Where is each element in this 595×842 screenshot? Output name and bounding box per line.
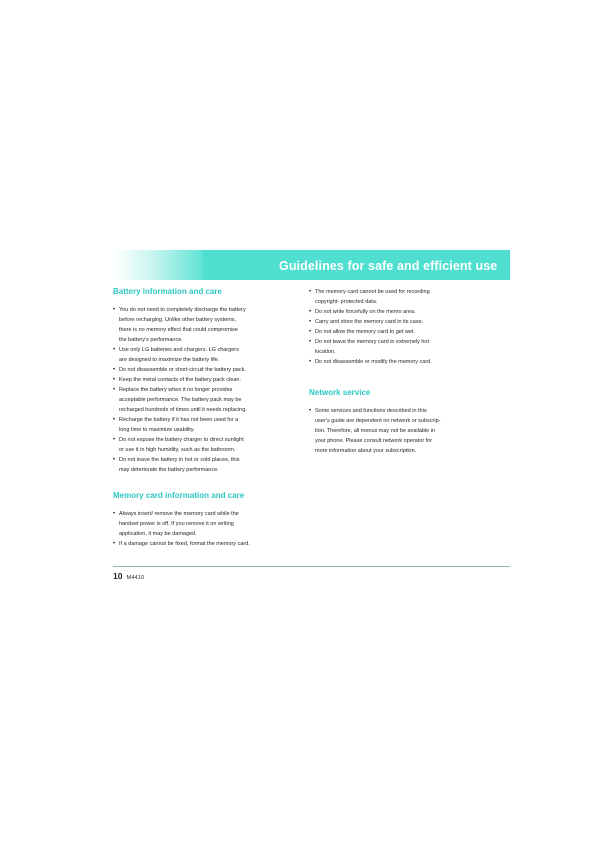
memory-card-list — [113, 509, 293, 549]
network-heading: Network service — [309, 388, 371, 397]
list-item: • Do not disassemble or modify the memory card. — [309, 357, 489, 367]
list-item: • Do not disassemble or short-circuit the battery pack. — [113, 365, 293, 375]
banner-gradient — [113, 250, 203, 280]
list-item: • You do not need to completely discharge the battery before recharging. Unlike other battery systems, there is no memory effect that could compromise the battery’s performance. — [113, 305, 293, 345]
network-list — [309, 406, 489, 456]
memory-card-list-continued — [309, 287, 489, 367]
list-item: • Carry and store the memory card in its case. — [309, 317, 489, 327]
list-item: • Do not allow the memory card to get wet. — [309, 327, 489, 337]
list-item: • Do not write forcefully on the memo area. — [309, 307, 489, 317]
section-gap — [113, 475, 293, 491]
list-item: • If a damage cannot be fixed, format the memory card. — [113, 539, 293, 549]
section-gap — [309, 367, 489, 388]
list-item: • Recharge the battery if it has not been used for a long time to maximize usability. — [113, 415, 293, 435]
list-item: • Do not leave the memory card in extremely hot location. — [309, 337, 489, 357]
page-number: 10 — [113, 571, 123, 581]
footer-divider — [113, 566, 510, 567]
page-footer — [113, 571, 144, 581]
list-item: • Some services and functions described in this user’s guide are dependent on network or subscrip- tion. Therefore, all menus may not be available in your phone. Please consult network operator for more information about your subscription. — [309, 406, 489, 456]
list-item: • The memory card cannot be used for recording copyright- protected data. — [309, 287, 489, 307]
list-item: • Use only LG batteries and chargers. LG chargers are designed to maximize the battery life. — [113, 345, 293, 365]
right-column — [309, 287, 489, 456]
memory-card-heading: Memory card information and care — [113, 491, 245, 500]
list-item: • Keep the metal contacts of the battery pack clean. — [113, 375, 293, 385]
list-item: • Always insert/ remove the memory card while the handset power is off. If you remove it on writing application, it may be damaged. — [113, 509, 293, 539]
section-banner — [113, 250, 510, 280]
left-column — [113, 287, 293, 549]
model-name: M4410 — [126, 575, 145, 581]
banner-bar — [203, 250, 510, 280]
list-item: • Do not leave the battery in hot or cold places, this may deteriorate the battery performance. — [113, 455, 293, 475]
list-item: • Do not expose the battery charger to direct sunlight or use it in high humidity, such as the bathroom. — [113, 435, 293, 455]
battery-list — [113, 305, 293, 475]
list-item: • Replace the battery when it no longer provides acceptable performance. The battery pack may be recharged hundreds of times until it needs replacing. — [113, 385, 293, 415]
battery-heading: Battery information and care — [113, 287, 222, 296]
page-title: Guidelines for safe and efficient use — [279, 259, 498, 273]
